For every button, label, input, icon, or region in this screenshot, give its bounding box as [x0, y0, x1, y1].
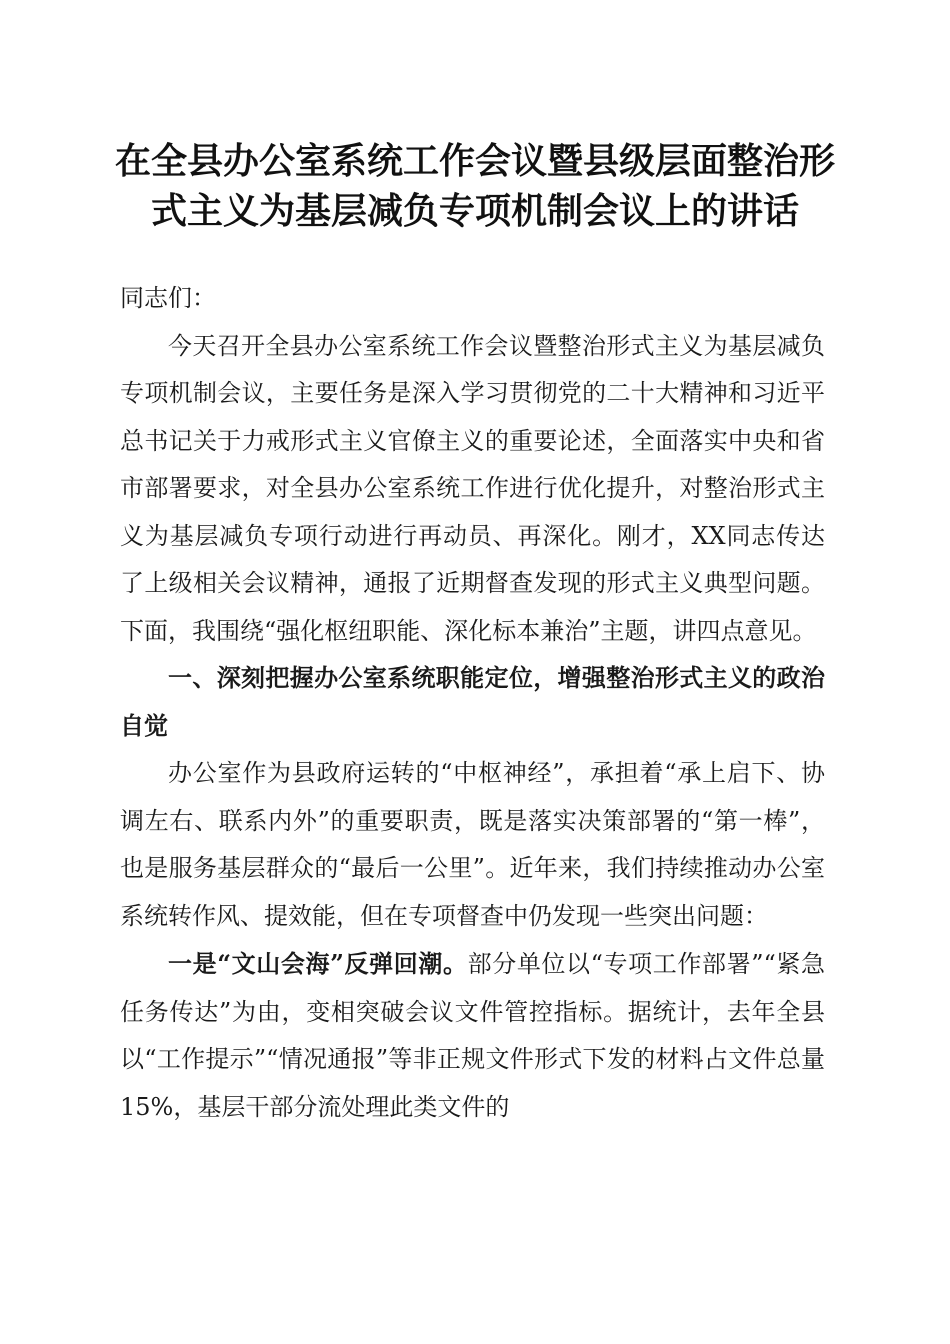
section-1-paragraph: 办公室作为县政府运转的“中枢神经”，承担着“承上启下、协调左右、联系内外”的重要职责，既是落实决策部署的“第一棒”，也是服务基层群众的“最后一公里”。近年来，我们持续推动办公室系统转作风、提效能，但在专项督查中仍发现一些突出问题： — [120, 759, 825, 930]
salutation: 同志们： — [120, 284, 216, 312]
title-line-1: 在全县办公室系统工作会议暨县级层面整治形 — [114, 140, 835, 182]
point-1-lead: 一是“文山会海”反弹回潮。 — [168, 949, 468, 978]
point-1-paragraph — [120, 940, 825, 1131]
intro-paragraph: 今天召开全县办公室系统工作会议暨整治形式主义为基层减负专项机制会议，主要任务是深入学习贯彻党的二十大精神和习近平总书记关于力戒形式主义官僚主义的重要论述，全面落实中央和省市部署要求，对全县办公室系统工作进行优化提升，对整治形式主义为基层减负专项行动进行再动员、再深化。刚才，XX同志传达了上级相关会议精神，通报了近期督查发现的形式主义典型问题。下面，我围绕“强化枢纽职能、深化标本兼治”主题，讲四点意见。 — [120, 331, 825, 645]
section-1-heading: 一、深刻把握办公室系统职能定位，增强整治形式主义的政治自觉 — [120, 664, 825, 740]
document-title — [100, 136, 850, 236]
point-1-text: 部分单位以“专项工作部署”“紧急任务传达”为由，变相突破会议文件管控指标。据统计，去年全县以“工作提示”“情况通报”等非正规文件形式下发的材料占文件总量15%，基层干部分流处理此类文件的 — [120, 950, 825, 1121]
document-body — [120, 275, 825, 1131]
title-line-2: 式主义为基层减负专项机制会议上的讲话 — [150, 190, 799, 232]
